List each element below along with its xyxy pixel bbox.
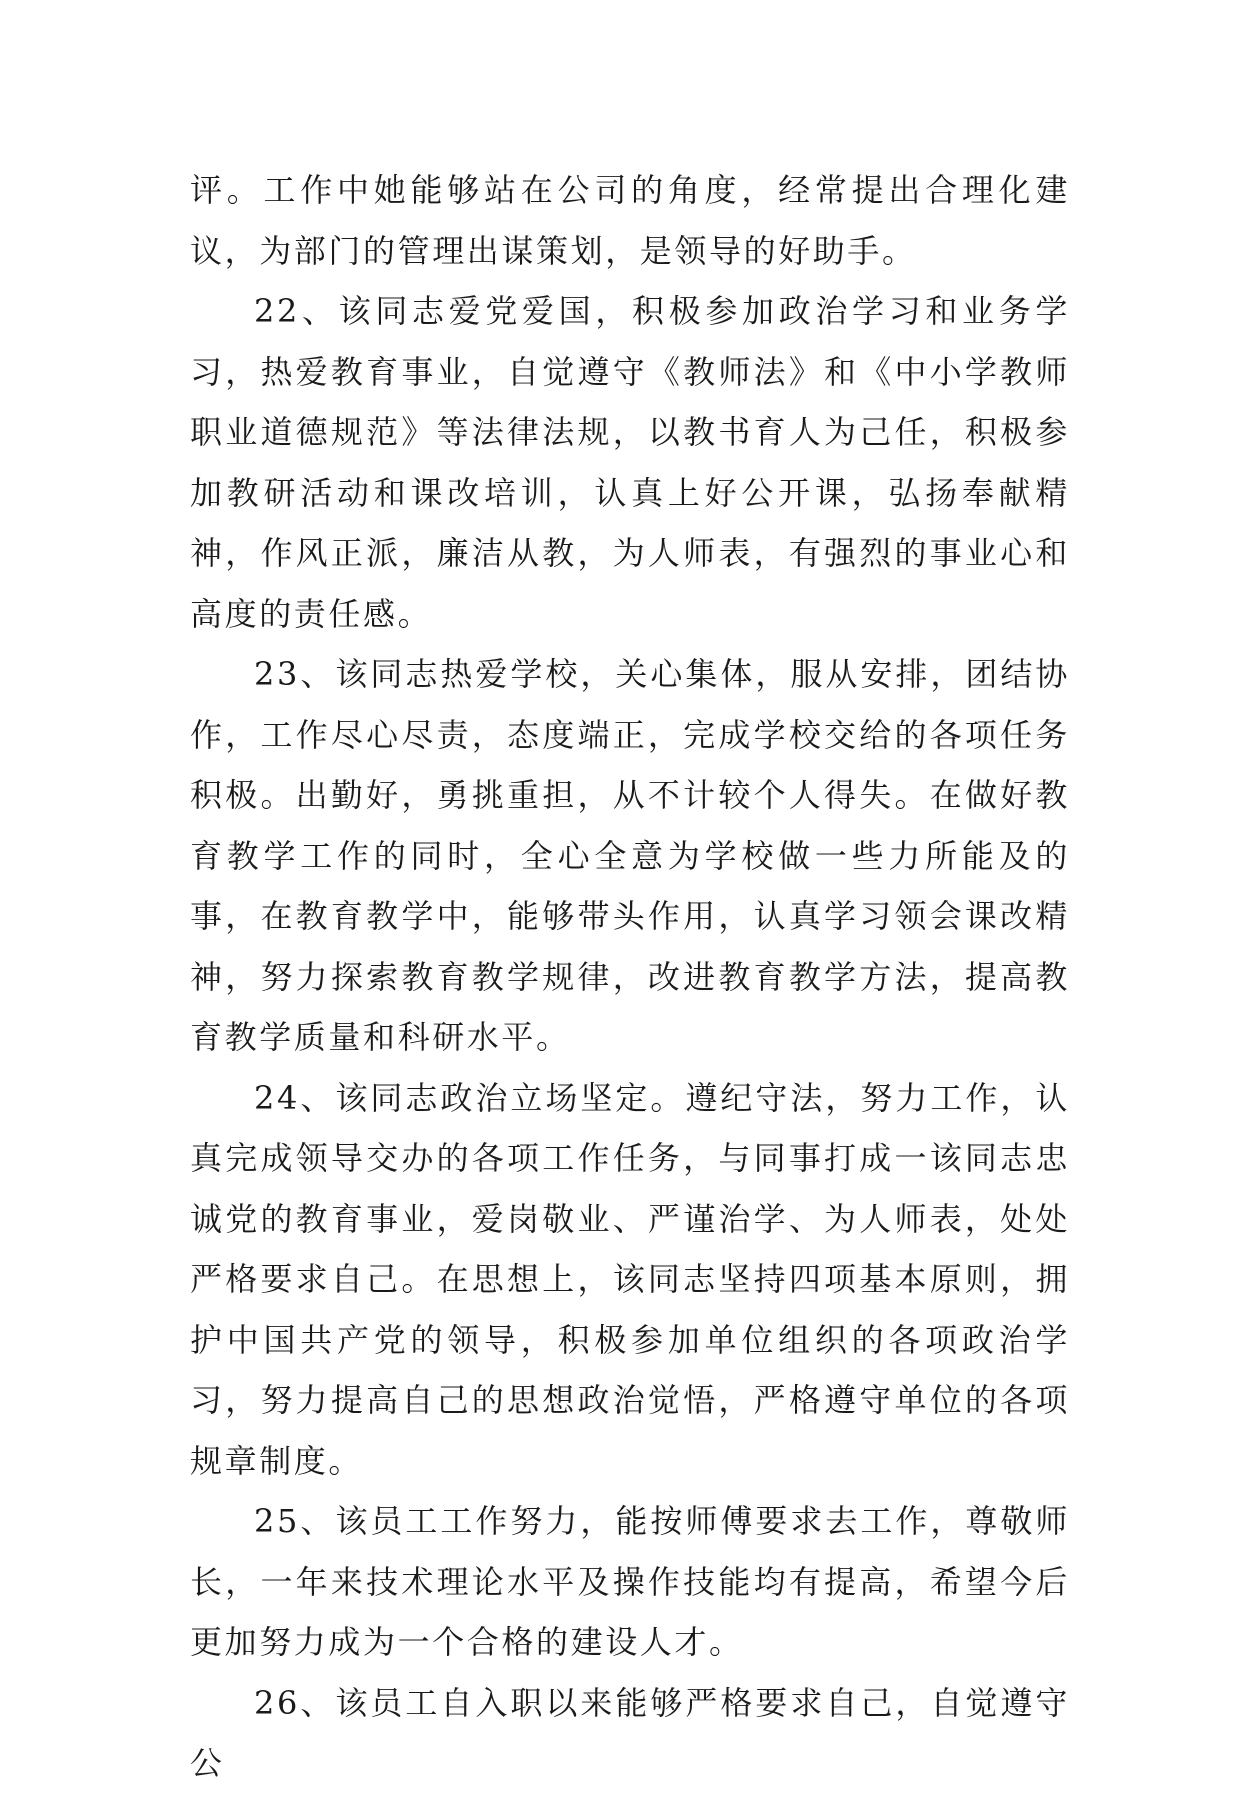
- paragraph-continuation: 评。工作中她能够站在公司的角度，经常提出合理化建议，为部门的管理出谋策划，是领导的好助手。: [190, 171, 1070, 270]
- paragraph-item-23: 23、该同志热爱学校，关心集体，服从安排，团结协作，工作尽心尽责，态度端正，完成学校交给的各项任务积极。出勤好，勇挑重担，从不计较个人得失。在做好教育教学工作的同时，全心全意为学校做一些力所能及的事，在教育教学中，能够带头作用，认真学习领会课改精神，努力探索教育教学规律，改进教育教学方法，提高教育教学质量和科研水平。: [190, 655, 1070, 1056]
- paragraph-item-26: 26、该员工自入职以来能够严格要求自己，自觉遵守公: [190, 1683, 1070, 1782]
- paragraph-item-22: 22、该同志爱党爱国，积极参加政治学习和业务学习，热爱教育事业，自觉遵守《教师法》和《中小学教师职业道德规范》等法律法规，以教书育人为己任，积极参加教研活动和课改培训，认真上好公开课，弘扬奉献精神，作风正派，廉洁从教，为人师表，有强烈的事业心和高度的责任感。: [190, 292, 1070, 633]
- paragraph-item-24: 24、该同志政治立场坚定。遵纪守法，努力工作，认真完成领导交办的各项工作任务，与同事打成一该同志忠诚党的教育事业，爱岗敬业、严谨治学、为人师表，处处严格要求自己。在思想上，该同志坚持四项基本原则，拥护中国共产党的领导，积极参加单位组织的各项政治学习，努力提高自己的思想政治觉悟，严格遵守单位的各项规章制度。: [190, 1078, 1070, 1480]
- document-body: [190, 160, 1070, 1794]
- paragraph-item-25: 25、该员工工作努力，能按师傅要求去工作，尊敬师长，一年来技术理论水平及操作技能均有提高，希望今后更加努力成为一个合格的建设人才。: [190, 1502, 1070, 1661]
